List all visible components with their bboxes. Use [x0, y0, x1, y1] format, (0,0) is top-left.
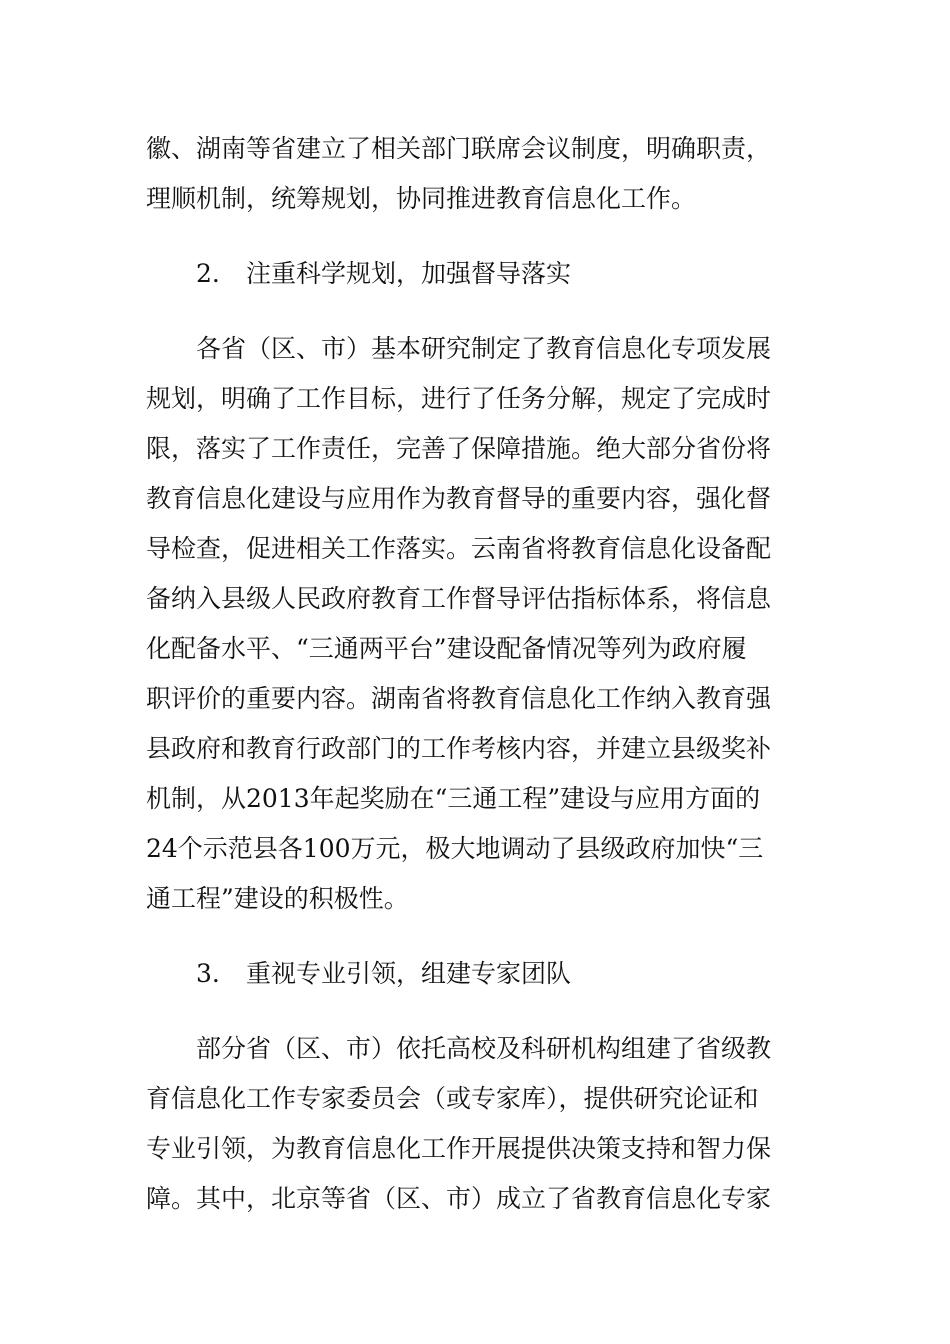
para2-line-8: 职评价的重要内容。湖南省将教育信息化工作纳入教育强 — [146, 684, 772, 713]
para2-line-11: 24个示范县各100万元，极大地调动了县级政府加快“三 — [146, 834, 764, 863]
para3-line-1: 部分省（区、市）依托高校及科研机构组建了省级教 — [196, 1034, 772, 1063]
heading-title: 重视专业引领，组建专家团队 — [246, 959, 572, 988]
para3-line-4: 障。其中，北京等省（区、市）成立了省教育信息化专家 — [146, 1184, 772, 1213]
para2-line-4: 教育信息化建设与应用作为教育督导的重要内容，强化督 — [146, 484, 772, 513]
para2-line-12: 通工程”建设的积极性。 — [146, 884, 409, 913]
para2-line-9: 县政府和教育行政部门的工作考核内容，并建立县级奖补 — [146, 734, 772, 763]
heading-number: 3. — [196, 959, 220, 988]
para2-line-2: 规划，明确了工作目标，进行了任务分解，规定了完成时 — [146, 384, 772, 413]
para1-line-2: 理顺机制，统筹规划，协同推进教育信息化工作。 — [146, 184, 697, 213]
para2-line-5: 导检查，促进相关工作落实。云南省将教育信息化设备配 — [146, 534, 772, 563]
para2-line-3: 限，落实了工作责任，完善了保障措施。绝大部分省份将 — [146, 434, 772, 463]
para1-line-1: 徽、湖南等省建立了相关部门联席会议制度，明确职责， — [146, 134, 772, 163]
para3-line-2: 育信息化工作专家委员会（或专家库），提供研究论证和 — [146, 1084, 759, 1113]
section-heading-3 — [196, 949, 856, 999]
para2-line-6: 备纳入县级人民政府教育工作督导评估指标体系，将信息 — [146, 584, 772, 613]
para2-line-7: 化配备水平、“三通两平台”建设配备情况等列为政府履 — [146, 634, 747, 663]
heading-number: 2. — [196, 259, 220, 288]
section-heading-2 — [196, 249, 856, 299]
heading-title: 注重科学规划，加强督导落实 — [246, 259, 572, 288]
para2-line-10: 机制，从2013年起奖励在“三通工程”建设与应用方面的 — [146, 784, 761, 813]
para2-line-1: 各省（区、市）基本研究制定了教育信息化专项发展 — [196, 334, 772, 363]
para3-line-3: 专业引领，为教育信息化工作开展提供决策支持和智力保 — [146, 1134, 772, 1163]
